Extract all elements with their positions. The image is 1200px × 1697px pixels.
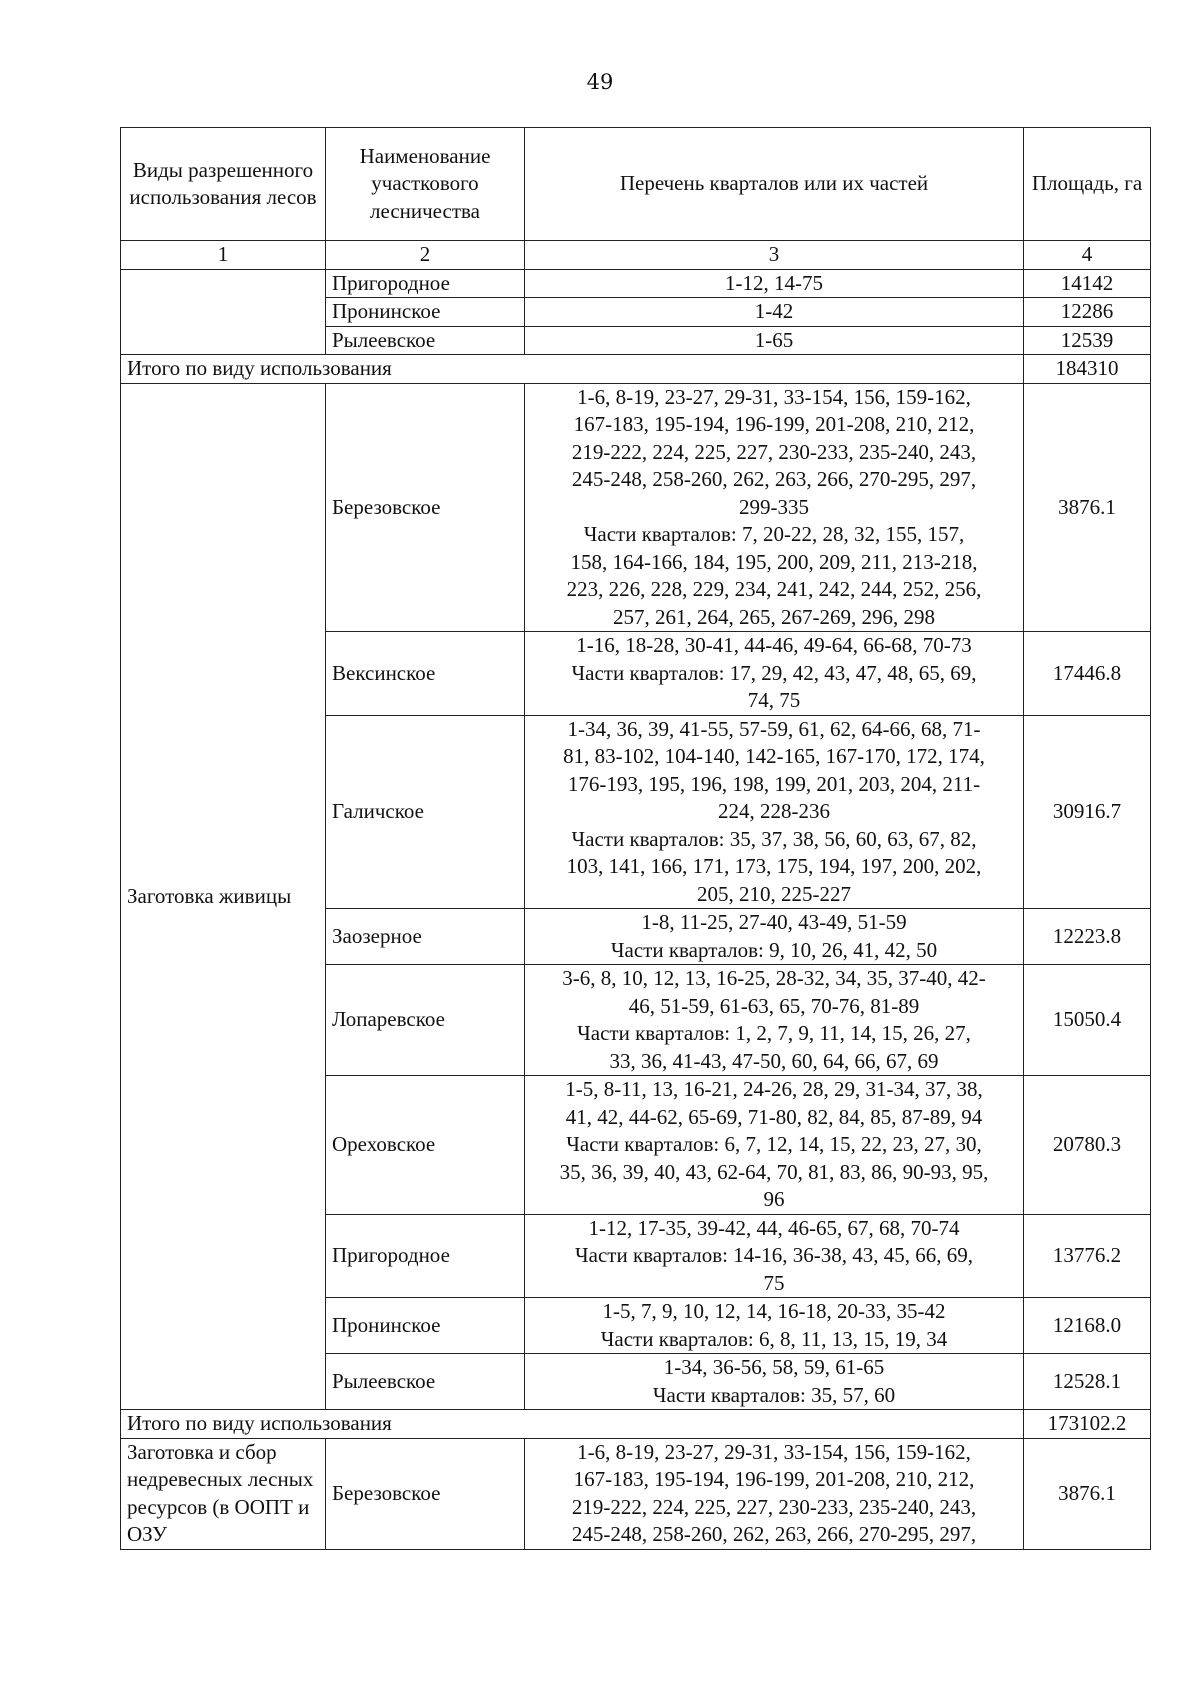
quarters-cell bbox=[525, 298, 1024, 327]
area-cell: 12286 bbox=[1024, 298, 1151, 327]
quarters-cell bbox=[525, 1076, 1024, 1215]
table-row bbox=[121, 383, 1151, 632]
forestry-cell: Заозерное bbox=[326, 909, 525, 965]
quarters-cell bbox=[525, 1214, 1024, 1298]
quarter-line: 103, 141, 166, 171, 173, 175, 194, 197, 200, 202, bbox=[566, 854, 982, 878]
table-body bbox=[121, 128, 1151, 1550]
area-cell: 12168.0 bbox=[1024, 1298, 1151, 1354]
quarter-line: 3-6, 8, 10, 12, 13, 16-25, 28-32, 34, 35, 37-40, 42- bbox=[562, 966, 986, 990]
area-cell: 3876.1 bbox=[1024, 1438, 1151, 1549]
header-area: Площадь, га bbox=[1024, 128, 1151, 241]
quarter-line: Части кварталов: 14-16, 36-38, 43, 45, 66, 69, bbox=[575, 1243, 973, 1267]
quarter-line: 46, 51-59, 61-63, 65, 70-76, 81-89 bbox=[628, 993, 920, 1018]
quarter-line: 74, 75 bbox=[747, 688, 801, 712]
table-row bbox=[121, 1438, 1151, 1549]
quarter-line: Части кварталов: 6, 7, 12, 14, 15, 22, 23, 27, 30, bbox=[566, 1132, 982, 1156]
use-type-cell: Заготовка и сбор недревесных лесных ресурсов (в ООПТ и ОЗУ bbox=[121, 1438, 326, 1549]
area-cell: 12223.8 bbox=[1024, 909, 1151, 965]
forestry-cell: Ореховское bbox=[326, 1076, 525, 1215]
column-number-row bbox=[121, 241, 1151, 270]
quarter-line: Части кварталов: 35, 57, 60 bbox=[652, 1382, 896, 1407]
total-row bbox=[121, 355, 1151, 384]
quarter-line: Части кварталов: 17, 29, 42, 43, 47, 48, 65, 69, bbox=[571, 660, 977, 685]
total-area: 184310 bbox=[1024, 355, 1151, 384]
quarters-cell bbox=[525, 1298, 1024, 1354]
quarter-line: 1-8, 11-25, 27-40, 43-49, 51-59 bbox=[641, 910, 907, 934]
forestry-cell: Лопаревское bbox=[326, 965, 525, 1076]
quarter-line: Части кварталов: 9, 10, 26, 41, 42, 50 bbox=[610, 937, 938, 962]
quarters-cell bbox=[525, 632, 1024, 716]
forestry-cell: Пригородное bbox=[326, 269, 525, 298]
page-number: 49 bbox=[586, 70, 614, 94]
quarter-line: 1-34, 36, 39, 41-55, 57-59, 61, 62, 64-66, 68, 71- bbox=[567, 716, 981, 741]
quarter-line: 1-12, 14-75 bbox=[725, 270, 823, 295]
total-label: Итого по виду использования bbox=[121, 1410, 1024, 1439]
quarter-line: 245-248, 258-260, 262, 263, 266, 270-295, 297, bbox=[571, 1522, 977, 1546]
quarter-line: 224, 228-236 bbox=[718, 799, 830, 823]
total-area: 173102.2 bbox=[1024, 1410, 1151, 1439]
quarter-line: 1-65 bbox=[754, 327, 794, 352]
quarter-line: 1-5, 7, 9, 10, 12, 14, 16-18, 20-33, 35-42 bbox=[602, 1299, 946, 1323]
forestry-cell: Галичское bbox=[326, 715, 525, 909]
quarter-line: 81, 83-102, 104-140, 142-165, 167-170, 172, 174, bbox=[563, 744, 985, 768]
area-cell: 17446.8 bbox=[1024, 632, 1151, 716]
quarters-cell bbox=[525, 909, 1024, 965]
quarter-line: 245-248, 258-260, 262, 263, 266, 270-295, 297, bbox=[571, 467, 977, 491]
quarter-line: 1-42 bbox=[754, 299, 794, 323]
forestry-cell: Пронинское bbox=[326, 1298, 525, 1354]
table-row bbox=[121, 269, 1151, 298]
header-row bbox=[121, 128, 1151, 241]
forest-use-table bbox=[120, 127, 1151, 1550]
quarters-cell bbox=[525, 1438, 1024, 1549]
column-number: 1 bbox=[121, 241, 326, 270]
quarter-line: 35, 36, 39, 40, 43, 62-64, 70, 81, 83, 86, 90-93, 95, bbox=[559, 1159, 989, 1184]
quarter-line: 1-6, 8-19, 23-27, 29-31, 33-154, 156, 159-162, bbox=[577, 384, 971, 409]
forestry-cell: Вексинское bbox=[326, 632, 525, 716]
area-cell: 14142 bbox=[1024, 269, 1151, 298]
quarter-line: 158, 164-166, 184, 195, 200, 209, 211, 213-218, bbox=[570, 549, 978, 574]
forestry-cell: Березовское bbox=[326, 383, 525, 632]
area-cell: 3876.1 bbox=[1024, 383, 1151, 632]
quarter-line: 1-34, 36-56, 58, 59, 61-65 bbox=[663, 1355, 885, 1379]
area-cell: 12539 bbox=[1024, 326, 1151, 355]
quarter-line: 219-222, 224, 225, 227, 230-233, 235-240, 243, bbox=[571, 439, 977, 464]
quarter-line: 167-183, 195-194, 196-199, 201-208, 210, 212, bbox=[573, 1467, 975, 1491]
quarter-line: 167-183, 195-194, 196-199, 201-208, 210, 212, bbox=[573, 412, 975, 436]
quarter-line: 205, 210, 225-227 bbox=[697, 881, 851, 906]
area-cell: 30916.7 bbox=[1024, 715, 1151, 909]
total-label: Итого по виду использования bbox=[121, 355, 1024, 384]
quarters-cell bbox=[525, 715, 1024, 909]
quarter-line: 223, 226, 228, 229, 234, 241, 242, 244, 252, 256, bbox=[566, 577, 982, 601]
quarter-line: Части кварталов: 35, 37, 38, 56, 60, 63, 67, 82, bbox=[571, 826, 977, 851]
column-number: 2 bbox=[326, 241, 525, 270]
quarter-line: 299-335 bbox=[739, 494, 809, 519]
quarter-line: 176-193, 195, 196, 198, 199, 201, 203, 204, 211- bbox=[567, 771, 981, 796]
quarter-line: 41, 42, 44-62, 65-69, 71-80, 82, 84, 85, 87-89, 94 bbox=[565, 1104, 983, 1129]
quarter-line: 33, 36, 41-43, 47-50, 60, 64, 66, 67, 69 bbox=[609, 1048, 939, 1073]
column-number: 4 bbox=[1024, 241, 1151, 270]
column-number: 3 bbox=[525, 241, 1024, 270]
quarters-cell bbox=[525, 326, 1024, 355]
quarter-line: 1-6, 8-19, 23-27, 29-31, 33-154, 156, 159-162, bbox=[577, 1439, 971, 1464]
quarter-line: 1-12, 17-35, 39-42, 44, 46-65, 67, 68, 70-74 bbox=[588, 1215, 960, 1240]
forestry-cell: Пригородное bbox=[326, 1214, 525, 1298]
quarters-cell bbox=[525, 965, 1024, 1076]
area-cell: 20780.3 bbox=[1024, 1076, 1151, 1215]
use-type-cell bbox=[121, 269, 326, 355]
quarter-line: 1-5, 8-11, 13, 16-21, 24-26, 28, 29, 31-34, 37, 38, bbox=[565, 1077, 983, 1101]
quarters-cell bbox=[525, 383, 1024, 632]
forestry-cell: Рылеевское bbox=[326, 326, 525, 355]
quarter-line: 1-16, 18-28, 30-41, 44-46, 49-64, 66-68, 70-73 bbox=[576, 633, 972, 657]
header-use-type: Виды разрешенного использования лесов bbox=[121, 128, 326, 241]
area-cell: 15050.4 bbox=[1024, 965, 1151, 1076]
quarter-line: 96 bbox=[763, 1187, 785, 1211]
quarter-line: 219-222, 224, 225, 227, 230-233, 235-240, 243, bbox=[571, 1494, 977, 1519]
quarters-cell bbox=[525, 1354, 1024, 1410]
quarters-cell bbox=[525, 269, 1024, 298]
total-row bbox=[121, 1410, 1151, 1439]
quarter-line: Части кварталов: 6, 8, 11, 13, 15, 19, 34 bbox=[600, 1326, 948, 1351]
use-type-cell: Заготовка живицы bbox=[121, 383, 326, 1410]
forestry-cell: Рылеевское bbox=[326, 1354, 525, 1410]
forestry-cell: Пронинское bbox=[326, 298, 525, 327]
header-forestry: Наименование участкового лесничества bbox=[326, 128, 525, 241]
quarter-line: 75 bbox=[763, 1270, 785, 1295]
header-quarters: Перечень кварталов или их частей bbox=[525, 128, 1024, 241]
forestry-cell: Березовское bbox=[326, 1438, 525, 1549]
quarter-line: 257, 261, 264, 265, 267-269, 296, 298 bbox=[613, 604, 935, 629]
area-cell: 12528.1 bbox=[1024, 1354, 1151, 1410]
quarter-line: Части кварталов: 7, 20-22, 28, 32, 155, 157, bbox=[583, 522, 965, 546]
quarter-line: Части кварталов: 1, 2, 7, 9, 11, 14, 15, 26, 27, bbox=[577, 1021, 971, 1045]
area-cell: 13776.2 bbox=[1024, 1214, 1151, 1298]
